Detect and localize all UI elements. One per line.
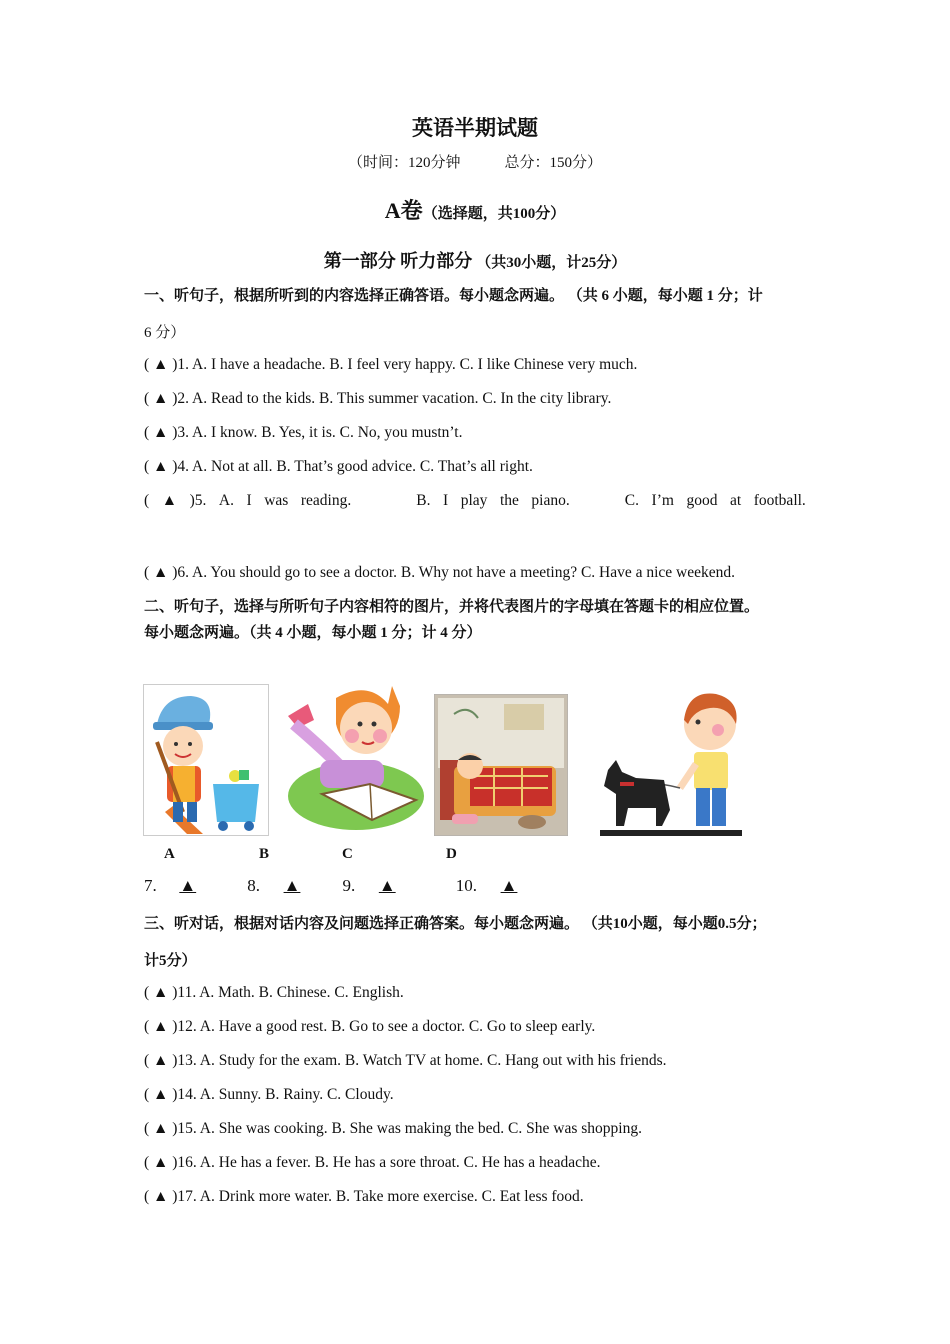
volume-a-note: （选择题，共100分） [422,206,566,222]
question-2: ( ▲ )2. A. Read to the kids. B. This summer vacation. C. In the city library. [144,390,612,407]
section3-heading: 三、听对话，根据对话内容及问题选择正确答案。每小题念两遍。 （共10小题，每小题0.5分； [144,916,767,932]
picture-letter-b: B [259,846,270,862]
boy-sick-in-bed-icon [434,694,568,836]
question-15: ( ▲ )15. A. She was cooking. B. She was making the bed. C. She was shopping. [144,1120,642,1137]
blank-7[interactable]: ▲ [179,876,197,895]
question-17: ( ▲ )17. A. Drink more water. B. Take more exercise. C. Eat less food. [144,1188,584,1205]
section2-heading-cont: 每小题念两遍。（共 4 小题，每小题 1 分；计 4 分） [144,625,482,641]
boy-sweeping-icon [143,684,269,836]
question-16: ( ▲ )16. A. He has a fever. B. He has a sore throat. C. He has a headache. [144,1154,601,1171]
picture-letter-d: D [446,846,457,862]
question-6: ( ▲ )6. A. You should go to see a doctor. B. Why not have a meeting? C. Have a nice weekend. [144,564,736,581]
question-13: ( ▲ )13. A. Study for the exam. B. Watch TV at home. C. Hang out with his friends. [144,1052,667,1069]
volume-a-heading [0,194,950,225]
blank-9-number: 9. [342,876,356,895]
score-info: 总分：150分） [504,155,603,171]
question-3: ( ▲ )3. A. I know. B. Yes, it is. C. No, you mustn’t. [144,424,463,441]
exam-title: 英语半期试题 [412,116,538,140]
volume-a-title: A卷 [384,198,423,223]
section2-heading: 二、听句子，选择与所听句子内容相符的图片，并将代表图片的字母填在答题卡的相应位置。 [144,599,760,615]
girl-reading-icon [280,676,426,836]
part-one-title: 第一部分 听力部分 [323,251,473,271]
blank-8-number: 8. [247,876,260,895]
picture-letter-a: A [164,846,175,862]
blank-8[interactable]: ▲ [283,876,301,895]
blank-9[interactable]: ▲ [378,876,396,895]
answer-blanks [144,876,541,896]
section1-heading: 一、听句子，根据所听到的内容选择正确答语。每小题念两遍。 （共 6 小题，每小题 1 分；计 [144,288,763,304]
question-5: ( ▲ )5. A. I was reading. B. I play the piano. C. I’m good at football. [144,492,806,509]
question-4: ( ▲ )4. A. Not at all. B. That’s good advice. C. That’s all right. [144,458,533,475]
section3-heading-cont: 计5分） [144,953,197,969]
blank-10[interactable]: ▲ [500,876,518,895]
section1-heading-cont: 6 分） [144,325,186,341]
part-one-heading [0,247,950,273]
question-11: ( ▲ )11. A. Math. B. Chinese. C. English. [144,984,404,1001]
picture-letter-c: C [342,846,353,862]
exam-subtitle [0,151,950,172]
time-info: （时间：120分钟 [347,155,461,171]
part-one-note: （共30小题，计25分） [476,255,627,271]
blank-10-number: 10. [455,876,477,895]
blank-7-number: 7. [144,876,157,895]
question-14: ( ▲ )14. A. Sunny. B. Rainy. C. Cloudy. [144,1086,394,1103]
boy-walking-dog-icon [600,690,742,836]
question-1: ( ▲ )1. A. I have a headache. B. I feel very happy. C. I like Chinese very much. [144,356,638,373]
question-12: ( ▲ )12. A. Have a good rest. B. Go to see a doctor. C. Go to sleep early. [144,1018,596,1035]
